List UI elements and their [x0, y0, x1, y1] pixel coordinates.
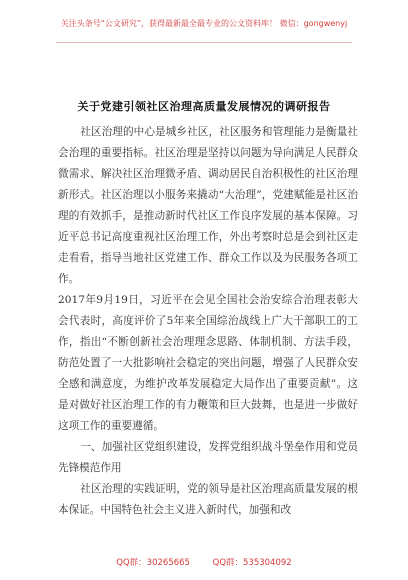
- footer-qq-group-1: QQ群：30265665: [116, 558, 190, 568]
- page-footer: [0, 556, 408, 568]
- section-heading: 一、加强社区党组织建设，发挥党组织战斗堡垒作用和党员先锋模范作用: [58, 441, 358, 474]
- document-body: [58, 122, 358, 521]
- document-title: 关于党建引领社区治理高质量发展情况的调研报告: [77, 100, 331, 113]
- page-header: [0, 0, 408, 46]
- header-banner: 关注头条号“公文研究”，获得最新最全最专业的公文资料库！ 微信：gongwenyj: [60, 19, 348, 28]
- paragraph: 社区治理的中心是城乡社区，社区服务和管理能力是衡量社会治理的重要指标。社区治理是坚持以问题为导向满足人民群众微需求、解决社区治理微矛盾、调动居民自治积极性的社区治理新形式。社区治理以小服务来撬动“大治理”，党建赋能是社区治理的有效抓手，是推动新时代社区工作良序发展的基本保障。习近平总书记高度重视社区治理工作，外出考察时总是会到社区走走看看，指导当地社区党建工作、群众工作以及为民服务各项工作。: [58, 126, 358, 285]
- header-divider: [56, 42, 352, 43]
- paragraph: 社区治理的实践证明，党的领导是社区治理高质量发展的根本保证。中国特色社会主义进入新时代，加强和改: [58, 483, 358, 516]
- footer-qq-group-2: QQ群：535304092: [212, 558, 292, 568]
- paragraph: 2017年9月19日，习近平在会见全国社会治安综合治理表彰大会代表时，高度评价了5年来全国综治战线上广大干部职工的工作，指出“不断创新社会治理理念思路、体制机制、方法手段，防范处置了一大批影响社会稳定的突出问题，增强了人民群众安全感和满意度，为维护改革发展稳定大局作出了重要贡献”。这是对做好社区治理工作的有力鞭策和巨大鼓舞，也是进一步做好这项工作的重要遵循。: [58, 294, 358, 432]
